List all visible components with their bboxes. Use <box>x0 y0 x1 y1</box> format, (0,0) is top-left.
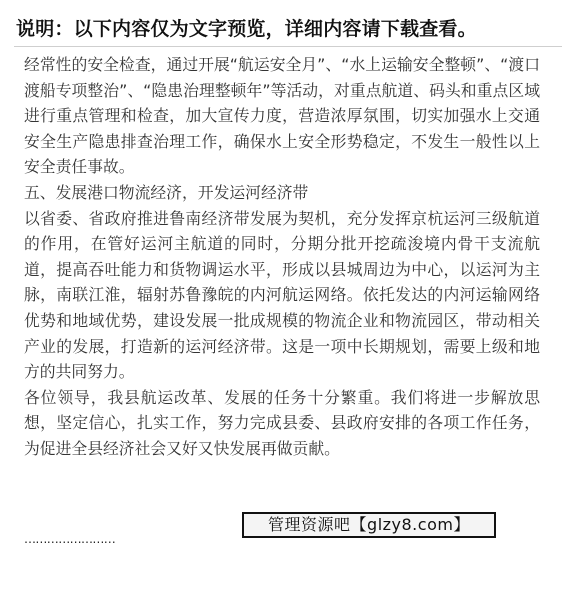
header-divider <box>14 46 562 47</box>
section-heading-port-logistics: 五、发展港口物流经济，开发运河经济带 <box>24 182 309 202</box>
paragraph-canal-economic-belt: 以省委、省政府推进鲁南经济带发展为契机，充分发挥京杭运河三级航道的作用，在管好运河主航道的同时，分期分批开挖疏浚境内骨干支流航道，提高吞吐能力和货物调运水平，形成以县城周边为中心，以运河为主脉，南联江淮，辐射苏鲁豫皖的内河航运网络。依托发达的内河运输网络优势和地域优势，建设发展一批成规模的物流企业和物流园区，带动相关产业的发展，打造新的运河经济带。这是一项中长期规划，需要上级和地方的共同努力。 <box>24 208 540 382</box>
paragraph-safety-inspection: 经常性的安全检查，通过开展“航运安全月”、“水上运输安全整顿”、“渡口渡船专项整治”、“隐患治理整顿年”等活动，对重点航道、码头和重点区域进行重点管理和检查，加大宣传力度，营造浓厚氛围，切实加强水上交通安全生产隐患排查治理工作，确保水上安全形势稳定，不发生一般性以上安全责任事故。 <box>24 55 540 177</box>
document-body <box>24 52 540 462</box>
continuation-dots: …………………… <box>24 532 116 546</box>
preview-notice-header: 说明：以下内容仅为文字预览，详细内容请下载查看。 <box>16 18 477 40</box>
paragraph-closing-remarks: 各位领导，我县航运改革、发展的任务十分繁重。我们将进一步解放思想，坚定信心，扎实工作，努力完成县委、县政府安排的各项工作任务，为促进全县经济社会又好又快发展再做贡献。 <box>24 387 540 458</box>
site-watermark-badge: 管理资源吧【glzy8.com】 <box>242 512 496 538</box>
